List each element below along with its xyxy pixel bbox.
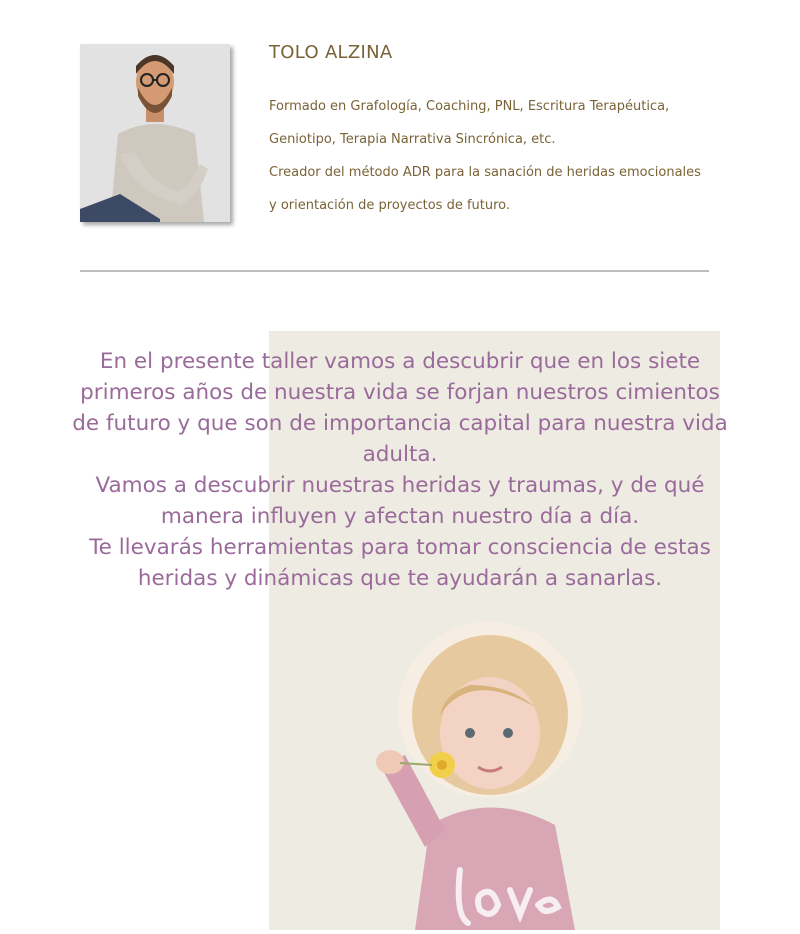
author-bio-text — [269, 96, 769, 228]
bio-line: y orientación de proyectos de futuro. — [269, 198, 511, 213]
bio-line: Creador del método ADR para la sanación de heridas emocionales — [269, 165, 701, 180]
section-divider — [80, 270, 709, 272]
bio-line: Geniotipo, Terapia Narrativa Sincrónica, etc. — [269, 132, 556, 147]
workshop-paragraph: Te llevarás herramientas para tomar consciencia de estas heridas y dinámicas que te ayudarán a sanarlas. — [89, 535, 711, 591]
child-with-flower-photo — [360, 615, 610, 930]
author-bio-section — [0, 0, 800, 240]
workshop-description — [70, 346, 730, 594]
workshop-paragraph: En el presente taller vamos a descubrir que en los siete primeros años de nuestra vida se forjan nuestros cimientos de futuro y que son de importancia capital para nuestra vida adulta. — [72, 349, 728, 467]
author-portrait-photo — [80, 44, 230, 222]
bio-line: Formado en Grafología, Coaching, PNL, Escritura Terapéutica, — [269, 99, 670, 114]
workshop-paragraph: Vamos a descubrir nuestras heridas y traumas, y de qué manera influyen y afectan nuestro día a día. — [95, 473, 705, 529]
author-name: TOLO ALZINA — [269, 42, 393, 63]
